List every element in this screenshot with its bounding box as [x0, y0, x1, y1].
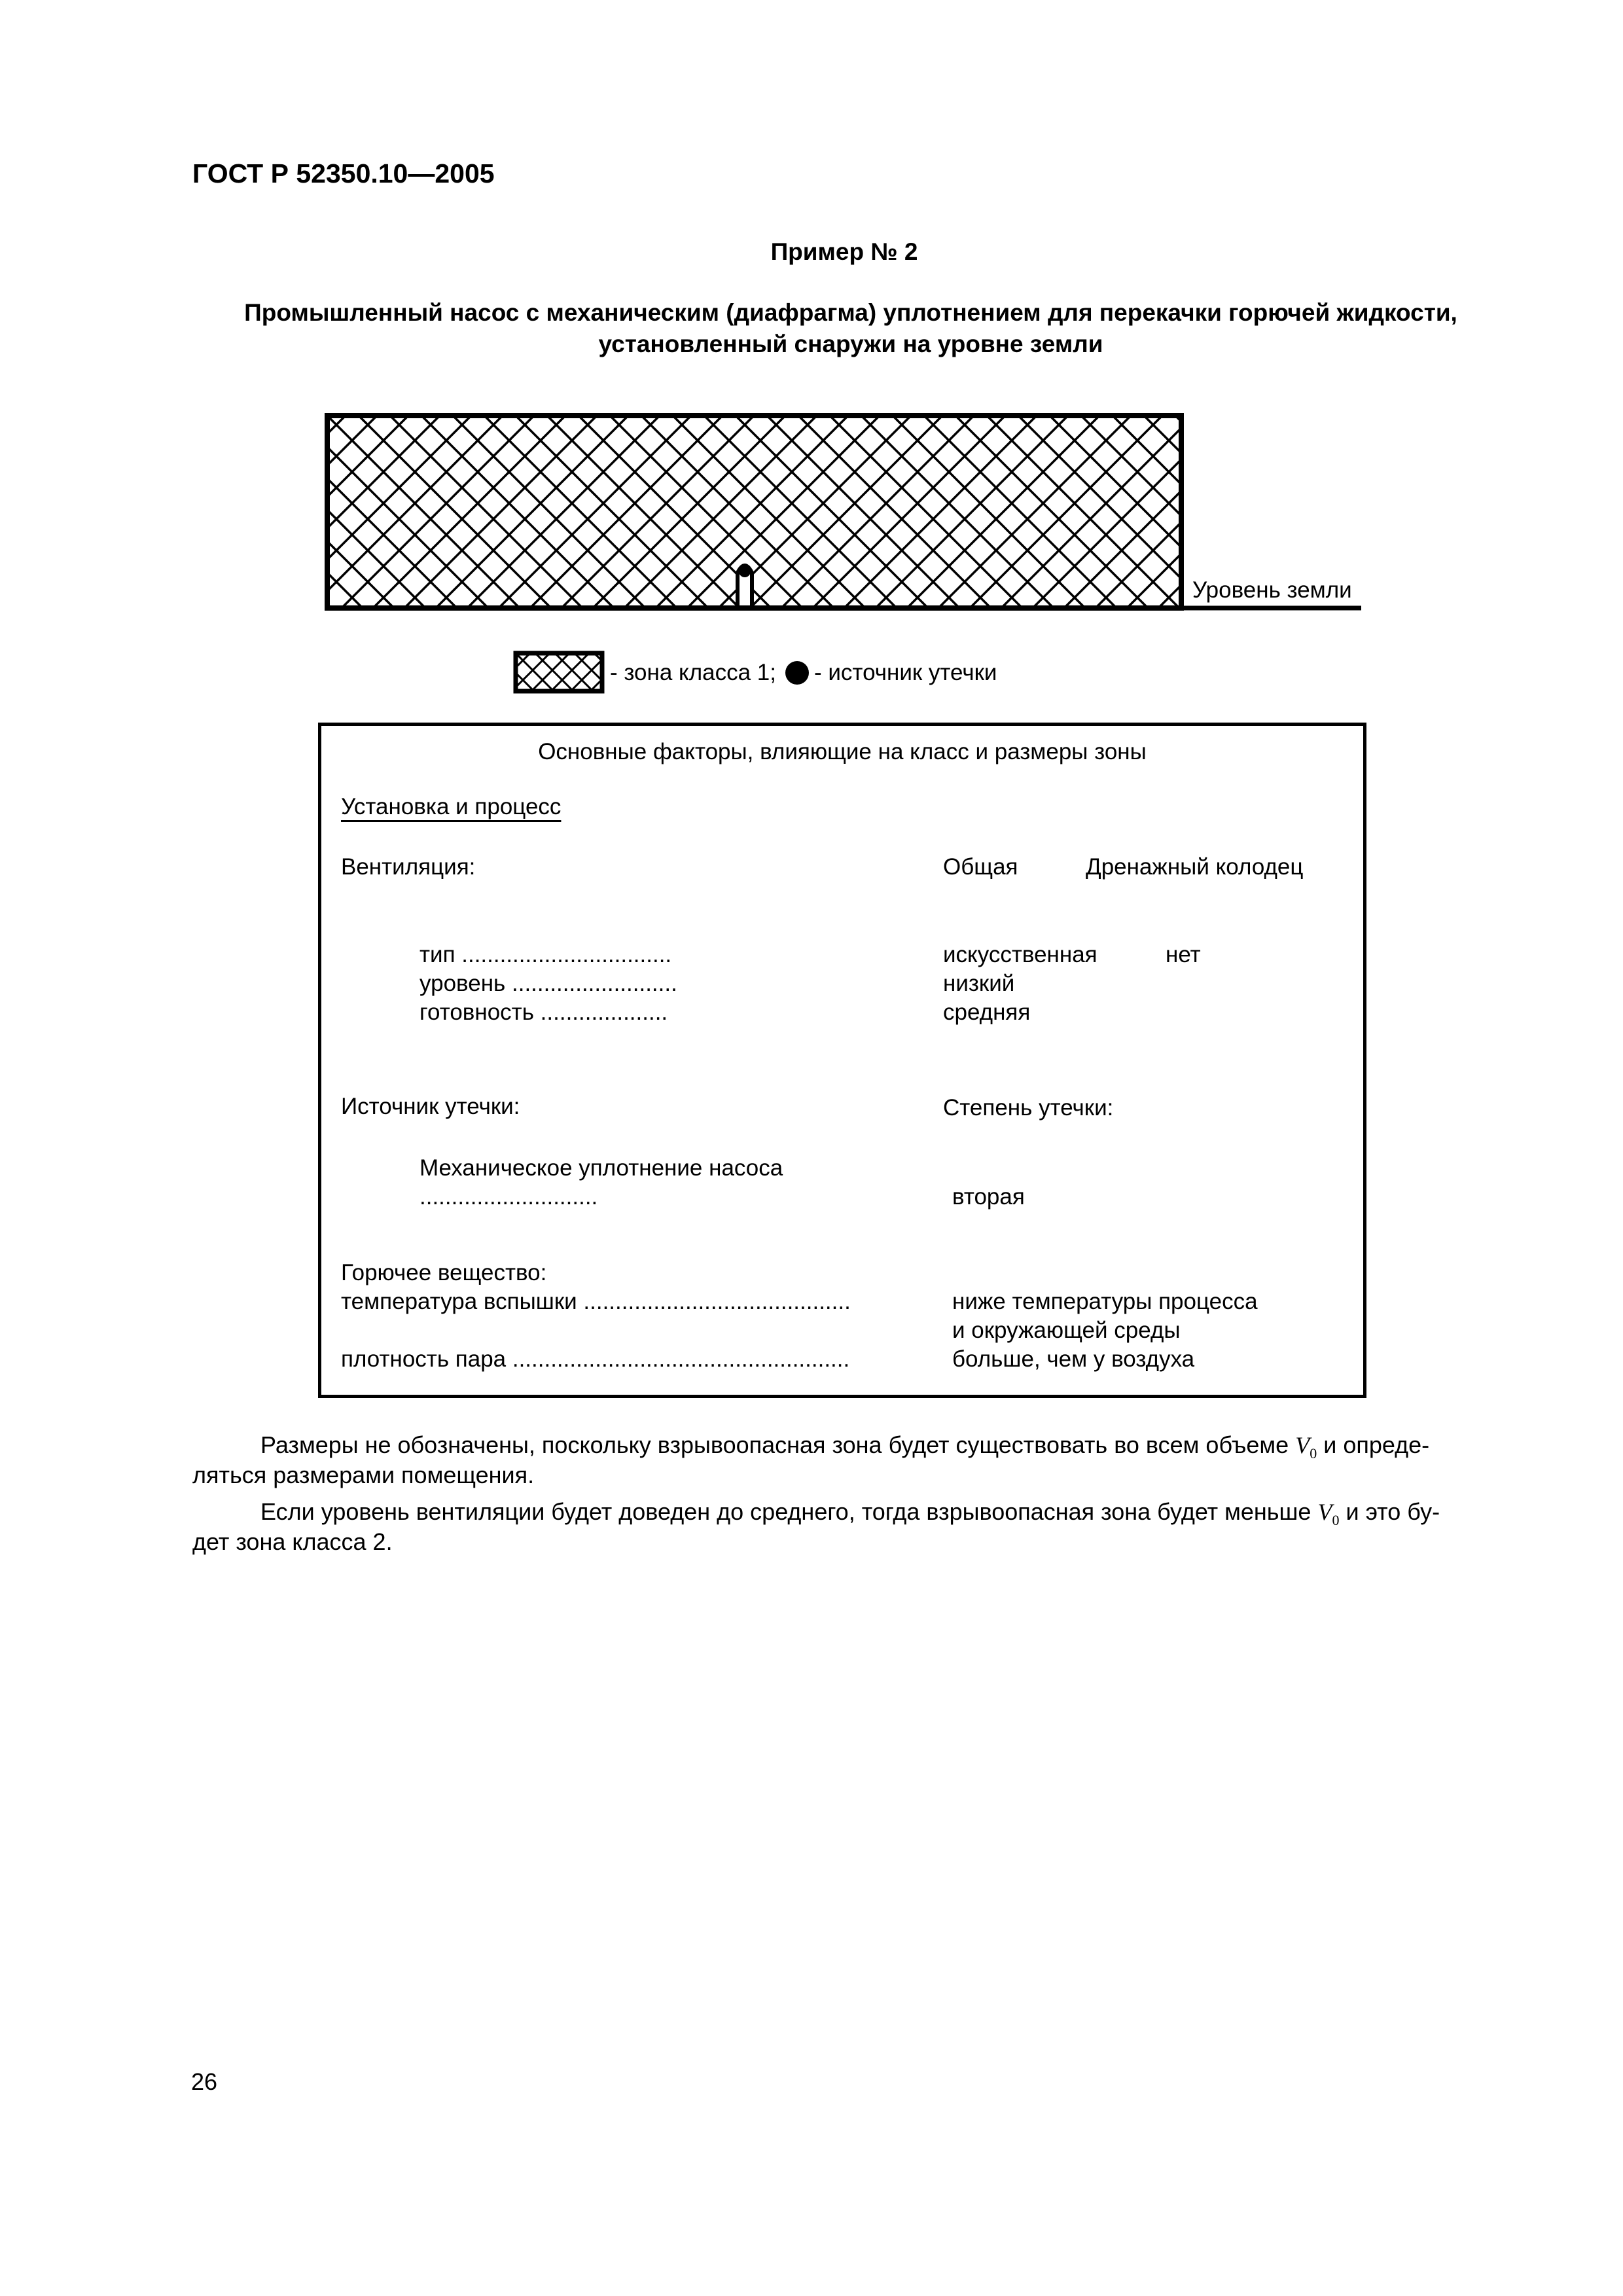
paragraph-2-line-1 [260, 1498, 1440, 1535]
paragraph-1-text: Размеры не обозначены, поскольку взрывоопасная зона будет существовать во всем объеме [260, 1431, 1289, 1458]
paragraph-2-line-2: дет зона класса 2. [192, 1528, 393, 1555]
degree-value: вторая [952, 1184, 1025, 1210]
volume-symbol: V [1317, 1499, 1332, 1525]
level-label: уровень .......................... [419, 971, 677, 996]
source-dots: ............................ [419, 1184, 598, 1210]
zone-diagram [321, 409, 1374, 619]
paragraph-1-text-end: и опреде- [1323, 1431, 1430, 1458]
substance-label: Горючее вещество: [341, 1260, 547, 1285]
flash-point-label: температура вспышки .......................................... [341, 1289, 851, 1314]
volume-subscript: 0 [1332, 1512, 1340, 1529]
source-label: Источник утечки: [341, 1094, 520, 1119]
example-subtitle [196, 297, 1505, 360]
subtitle-line-2: установленный снаружи на уровне земли [598, 331, 1103, 357]
paragraph-2-text: Если уровень вентиляции будет доведен до среднего, тогда взрывоопасная зона будет меньше [260, 1498, 1311, 1525]
volume-symbol: V [1295, 1432, 1310, 1458]
example-title: Пример № 2 [770, 238, 918, 265]
availability-label: готовность .................... [419, 999, 668, 1025]
vapor-density-label: плотность пара ..................................................... [341, 1346, 850, 1372]
type-drain-value: нет [1166, 942, 1201, 967]
factors-box [318, 723, 1366, 1398]
type-label: тип ................................. [419, 942, 672, 967]
volume-subscript: 0 [1310, 1445, 1317, 1462]
flash-point-value-2: и окружающей среды [952, 1318, 1181, 1343]
vapor-density-value: больше, чем у воздуха [952, 1346, 1195, 1372]
legend-zone-label: - зона класса 1; [610, 660, 776, 685]
level-value: низкий [943, 971, 1015, 996]
zone-class1-swatch [513, 651, 605, 694]
leak-source-icon [784, 660, 810, 686]
flash-point-value-1: ниже температуры процесса [952, 1289, 1258, 1314]
paragraph-2-text-end: и это бу- [1346, 1498, 1440, 1525]
hazard-zone-class1 [327, 416, 1181, 608]
ventilation-label: Вентиляция: [341, 854, 476, 880]
column-drain: Дренажный колодец [1086, 854, 1304, 880]
pump-leak-source [738, 565, 752, 605]
section-installation-process: Установка и процесс [341, 794, 562, 819]
subtitle-line-1: Промышленный насос с механическим (диафрагма) уплотнением для перекачки горючей жидкости, [244, 299, 1457, 326]
document-header: ГОСТ Р 52350.10—2005 [192, 158, 495, 188]
type-value: искусственная [943, 942, 1097, 967]
ground-level-label: Уровень земли [1192, 577, 1352, 603]
page-number: 26 [191, 2068, 218, 2095]
degree-label: Степень утечки: [943, 1095, 1114, 1121]
factors-title: Основные факторы, влияющие на класс и размеры зоны [538, 739, 1147, 764]
availability-value: средняя [943, 999, 1031, 1025]
paragraph-1-line-2: ляться размерами помещения. [192, 1462, 535, 1488]
legend-source-label: - источник утечки [814, 660, 997, 685]
column-general: Общая [943, 854, 1018, 880]
source-item: Механическое уплотнение насоса [419, 1155, 783, 1181]
